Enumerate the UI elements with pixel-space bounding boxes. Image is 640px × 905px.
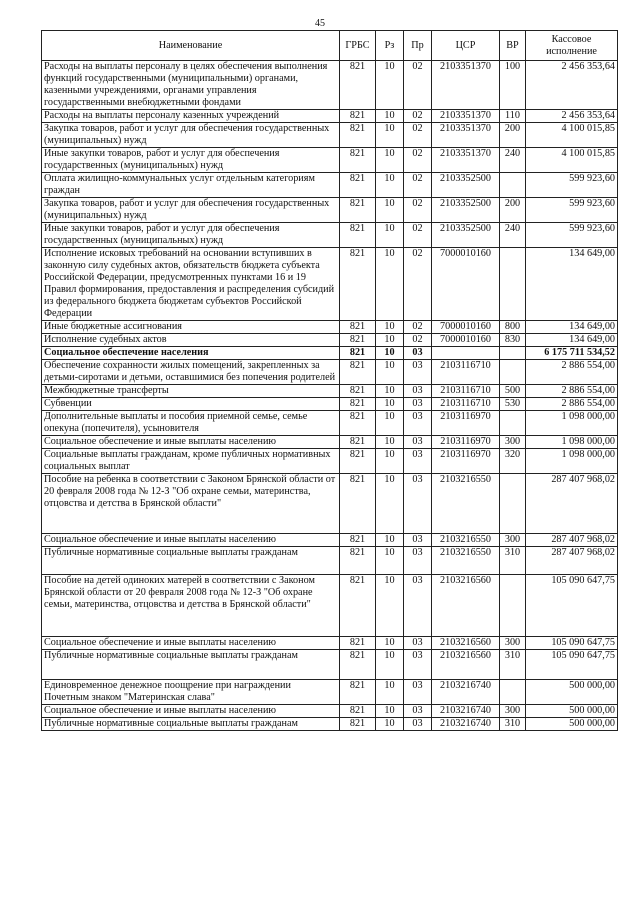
- cell-name: Исполнение судебных актов: [42, 334, 340, 347]
- cell-amount: 500 000,00: [526, 680, 618, 705]
- cell-amount: 1 098 000,00: [526, 449, 618, 474]
- cell-grbs: 821: [340, 385, 376, 398]
- cell-csr: 2103116970: [432, 449, 500, 474]
- cell-name: Дополнительные выплаты и пособия приемной семье, семье опекуна (попечителя), усыновителя: [42, 411, 340, 436]
- cell-csr: 2103216740: [432, 705, 500, 718]
- cell-name: Социальное обеспечение и иные выплаты населению: [42, 534, 340, 547]
- cell-vr: 530: [500, 398, 526, 411]
- cell-pr: 03: [404, 718, 432, 731]
- cell-amount: 105 090 647,75: [526, 650, 618, 680]
- cell-amount: 134 649,00: [526, 321, 618, 334]
- cell-csr: 2103116970: [432, 436, 500, 449]
- cell-csr: 2103116970: [432, 411, 500, 436]
- cell-vr: [500, 248, 526, 321]
- table-row: [42, 705, 618, 718]
- cell-csr: [432, 347, 500, 360]
- cell-grbs: 821: [340, 148, 376, 173]
- table-row: [42, 680, 618, 705]
- cell-name: Публичные нормативные социальные выплаты гражданам: [42, 547, 340, 575]
- cell-pr: 03: [404, 411, 432, 436]
- cell-amount: 287 407 968,02: [526, 534, 618, 547]
- cell-pr: 02: [404, 173, 432, 198]
- cell-vr: [500, 347, 526, 360]
- cell-name: Социальные выплаты гражданам, кроме публичных нормативных социальных выплат: [42, 449, 340, 474]
- cell-csr: 7000010160: [432, 334, 500, 347]
- cell-amount: 105 090 647,75: [526, 637, 618, 650]
- cell-vr: 300: [500, 436, 526, 449]
- table-row: [42, 248, 618, 321]
- table-header-row: [42, 31, 618, 61]
- cell-rz: 10: [376, 110, 404, 123]
- cell-csr: 2103352500: [432, 173, 500, 198]
- cell-pr: 02: [404, 61, 432, 110]
- cell-pr: 02: [404, 248, 432, 321]
- cell-vr: [500, 411, 526, 436]
- cell-csr: 2103216550: [432, 474, 500, 534]
- cell-amount: 2 456 353,64: [526, 110, 618, 123]
- cell-vr: 310: [500, 547, 526, 575]
- cell-grbs: 821: [340, 705, 376, 718]
- table-row: [42, 436, 618, 449]
- cell-name: Социальное обеспечение и иные выплаты населению: [42, 436, 340, 449]
- table-row: [42, 360, 618, 385]
- table-row: [42, 449, 618, 474]
- cell-rz: 10: [376, 680, 404, 705]
- table-row: [42, 347, 618, 360]
- cell-csr: 2103116710: [432, 360, 500, 385]
- cell-pr: 03: [404, 650, 432, 680]
- table-row: [42, 110, 618, 123]
- table-row: [42, 334, 618, 347]
- cell-grbs: 821: [340, 436, 376, 449]
- cell-name: Единовременное денежное поощрение при награждении Почетным знаком "Материнская слава": [42, 680, 340, 705]
- cell-name: Публичные нормативные социальные выплаты гражданам: [42, 650, 340, 680]
- cell-pr: 03: [404, 705, 432, 718]
- cell-csr: 2103352500: [432, 223, 500, 248]
- cell-amount: 4 100 015,85: [526, 148, 618, 173]
- cell-rz: 10: [376, 347, 404, 360]
- cell-vr: [500, 360, 526, 385]
- cell-rz: 10: [376, 650, 404, 680]
- header-pr: Пр: [404, 31, 432, 61]
- cell-grbs: 821: [340, 61, 376, 110]
- cell-grbs: 821: [340, 650, 376, 680]
- cell-csr: 2103216550: [432, 534, 500, 547]
- cell-vr: 300: [500, 705, 526, 718]
- header-rz: Рз: [376, 31, 404, 61]
- cell-rz: 10: [376, 385, 404, 398]
- cell-name: Закупка товаров, работ и услуг для обеспечения государственных (муниципальных) нужд: [42, 198, 340, 223]
- cell-pr: 03: [404, 575, 432, 637]
- cell-name: Расходы на выплаты персоналу казенных учреждений: [42, 110, 340, 123]
- cell-grbs: 821: [340, 360, 376, 385]
- cell-amount: 134 649,00: [526, 334, 618, 347]
- cell-grbs: 821: [340, 321, 376, 334]
- table-row: [42, 198, 618, 223]
- cell-vr: 240: [500, 223, 526, 248]
- cell-rz: 10: [376, 534, 404, 547]
- cell-name: Иные закупки товаров, работ и услуг для обеспечения государственных (муниципальных) нужд: [42, 148, 340, 173]
- header-vr: ВР: [500, 31, 526, 61]
- cell-vr: 310: [500, 650, 526, 680]
- cell-pr: 02: [404, 223, 432, 248]
- cell-pr: 03: [404, 474, 432, 534]
- cell-vr: 500: [500, 385, 526, 398]
- cell-pr: 02: [404, 148, 432, 173]
- cell-csr: 2103216740: [432, 718, 500, 731]
- cell-grbs: 821: [340, 575, 376, 637]
- table-row: [42, 148, 618, 173]
- cell-pr: 03: [404, 360, 432, 385]
- cell-pr: 03: [404, 534, 432, 547]
- cell-rz: 10: [376, 705, 404, 718]
- cell-rz: 10: [376, 61, 404, 110]
- cell-csr: 2103351370: [432, 123, 500, 148]
- cell-rz: 10: [376, 449, 404, 474]
- cell-name: Публичные нормативные социальные выплаты гражданам: [42, 718, 340, 731]
- cell-rz: 10: [376, 637, 404, 650]
- table-body: [42, 61, 618, 731]
- cell-vr: 240: [500, 148, 526, 173]
- cell-pr: 03: [404, 398, 432, 411]
- cell-name: Оплата жилищно-коммунальных услуг отдельным категориям граждан: [42, 173, 340, 198]
- header-csr: ЦСР: [432, 31, 500, 61]
- cell-csr: 2103351370: [432, 148, 500, 173]
- table-row: [42, 123, 618, 148]
- cell-csr: 2103116710: [432, 385, 500, 398]
- cell-rz: 10: [376, 248, 404, 321]
- cell-grbs: 821: [340, 347, 376, 360]
- header-amount: Кассовое исполнение: [526, 31, 618, 61]
- cell-rz: 10: [376, 360, 404, 385]
- table-row: [42, 173, 618, 198]
- cell-vr: [500, 173, 526, 198]
- cell-name: Социальное обеспечение и иные выплаты населению: [42, 705, 340, 718]
- cell-pr: 03: [404, 347, 432, 360]
- cell-rz: 10: [376, 436, 404, 449]
- cell-pr: 02: [404, 110, 432, 123]
- cell-grbs: 821: [340, 398, 376, 411]
- cell-amount: 4 100 015,85: [526, 123, 618, 148]
- cell-rz: 10: [376, 411, 404, 436]
- cell-vr: 830: [500, 334, 526, 347]
- cell-grbs: 821: [340, 680, 376, 705]
- table-row: [42, 637, 618, 650]
- cell-name: Субвенции: [42, 398, 340, 411]
- cell-grbs: 821: [340, 334, 376, 347]
- table-row: [42, 474, 618, 534]
- cell-amount: 2 886 554,00: [526, 360, 618, 385]
- table-row: [42, 385, 618, 398]
- cell-amount: 1 098 000,00: [526, 436, 618, 449]
- cell-csr: 2103351370: [432, 110, 500, 123]
- table-row: [42, 398, 618, 411]
- cell-name: Социальное обеспечение населения: [42, 347, 340, 360]
- cell-pr: 02: [404, 123, 432, 148]
- table-row: [42, 411, 618, 436]
- cell-rz: 10: [376, 123, 404, 148]
- cell-rz: 10: [376, 334, 404, 347]
- cell-name: Исполнение исковых требований на основании вступивших в законную силу судебных актов, обязательств бюджета субъекта Российской Федерации, предусмотренных пунктами 16 и 19 Правил формирования, предоставления и распределения субсидий из федерального бюджета бюджетам субъектов Российской Федерации: [42, 248, 340, 321]
- header-name: Наименование: [42, 31, 340, 61]
- cell-grbs: 821: [340, 547, 376, 575]
- cell-vr: 300: [500, 637, 526, 650]
- cell-vr: 320: [500, 449, 526, 474]
- cell-pr: 03: [404, 449, 432, 474]
- cell-rz: 10: [376, 173, 404, 198]
- cell-name: Обеспечение сохранности жилых помещений, закрепленных за детьми-сиротами и детьми, оставшимися без попечения родителей: [42, 360, 340, 385]
- cell-vr: 300: [500, 534, 526, 547]
- table-row: [42, 61, 618, 110]
- cell-vr: 100: [500, 61, 526, 110]
- cell-name: Пособие на детей одиноких матерей в соответствии с Законом Брянской области от 20 февраля 2008 года № 12-З "Об охране семьи, материнства, отцовства и детства в Брянской области": [42, 575, 340, 637]
- cell-amount: 6 175 711 534,52: [526, 347, 618, 360]
- cell-rz: 10: [376, 148, 404, 173]
- cell-grbs: 821: [340, 110, 376, 123]
- cell-grbs: 821: [340, 474, 376, 534]
- cell-name: Иные бюджетные ассигнования: [42, 321, 340, 334]
- cell-rz: 10: [376, 398, 404, 411]
- cell-vr: [500, 680, 526, 705]
- cell-name: Социальное обеспечение и иные выплаты населению: [42, 637, 340, 650]
- cell-rz: 10: [376, 575, 404, 637]
- cell-pr: 03: [404, 680, 432, 705]
- table-row: [42, 718, 618, 731]
- cell-vr: 110: [500, 110, 526, 123]
- cell-rz: 10: [376, 321, 404, 334]
- cell-grbs: 821: [340, 534, 376, 547]
- table-row: [42, 223, 618, 248]
- cell-amount: 287 407 968,02: [526, 474, 618, 534]
- cell-grbs: 821: [340, 198, 376, 223]
- cell-csr: 2103116710: [432, 398, 500, 411]
- page-number: 45: [315, 18, 325, 29]
- table-row: [42, 547, 618, 575]
- cell-csr: 2103352500: [432, 198, 500, 223]
- cell-amount: 599 923,60: [526, 223, 618, 248]
- cell-vr: [500, 474, 526, 534]
- cell-grbs: 821: [340, 718, 376, 731]
- cell-name: Пособие на ребенка в соответствии с Законом Брянской области от 20 февраля 2008 года № 12-З "Об охране семьи, материнства, отцовства и детства в Брянской области": [42, 474, 340, 534]
- cell-grbs: 821: [340, 449, 376, 474]
- cell-rz: 10: [376, 718, 404, 731]
- table-row: [42, 575, 618, 637]
- cell-csr: 2103216560: [432, 575, 500, 637]
- cell-rz: 10: [376, 198, 404, 223]
- cell-grbs: 821: [340, 223, 376, 248]
- cell-pr: 02: [404, 321, 432, 334]
- cell-pr: 03: [404, 385, 432, 398]
- cell-grbs: 821: [340, 173, 376, 198]
- cell-csr: 2103351370: [432, 61, 500, 110]
- cell-pr: 03: [404, 436, 432, 449]
- cell-amount: 599 923,60: [526, 173, 618, 198]
- cell-amount: 500 000,00: [526, 718, 618, 731]
- cell-amount: 287 407 968,02: [526, 547, 618, 575]
- budget-execution-table: [41, 30, 618, 731]
- cell-rz: 10: [376, 474, 404, 534]
- cell-amount: 134 649,00: [526, 248, 618, 321]
- cell-csr: 2103216560: [432, 637, 500, 650]
- cell-vr: 310: [500, 718, 526, 731]
- cell-csr: 2103216550: [432, 547, 500, 575]
- cell-vr: 800: [500, 321, 526, 334]
- cell-grbs: 821: [340, 123, 376, 148]
- table-row: [42, 534, 618, 547]
- table-row: [42, 650, 618, 680]
- cell-amount: 2 456 353,64: [526, 61, 618, 110]
- cell-pr: 02: [404, 334, 432, 347]
- cell-vr: 200: [500, 198, 526, 223]
- cell-csr: 2103216740: [432, 680, 500, 705]
- cell-grbs: 821: [340, 637, 376, 650]
- cell-amount: 2 886 554,00: [526, 398, 618, 411]
- cell-grbs: 821: [340, 248, 376, 321]
- cell-amount: 599 923,60: [526, 198, 618, 223]
- cell-vr: 200: [500, 123, 526, 148]
- cell-pr: 03: [404, 637, 432, 650]
- cell-amount: 1 098 000,00: [526, 411, 618, 436]
- cell-csr: 7000010160: [432, 321, 500, 334]
- cell-amount: 2 886 554,00: [526, 385, 618, 398]
- cell-grbs: 821: [340, 411, 376, 436]
- cell-csr: 2103216560: [432, 650, 500, 680]
- cell-pr: 03: [404, 547, 432, 575]
- cell-rz: 10: [376, 547, 404, 575]
- cell-name: Закупка товаров, работ и услуг для обеспечения государственных (муниципальных) нужд: [42, 123, 340, 148]
- cell-pr: 02: [404, 198, 432, 223]
- table-row: [42, 321, 618, 334]
- cell-name: Иные закупки товаров, работ и услуг для обеспечения государственных (муниципальных) нужд: [42, 223, 340, 248]
- cell-rz: 10: [376, 223, 404, 248]
- cell-name: Расходы на выплаты персоналу в целях обеспечения выполнения функций государственными (муниципальными) органами, казенными учреждениями, органами управления государственными внебюджетными фондами: [42, 61, 340, 110]
- cell-amount: 105 090 647,75: [526, 575, 618, 637]
- cell-amount: 500 000,00: [526, 705, 618, 718]
- cell-name: Межбюджетные трансферты: [42, 385, 340, 398]
- cell-csr: 7000010160: [432, 248, 500, 321]
- cell-vr: [500, 575, 526, 637]
- header-grbs: ГРБС: [340, 31, 376, 61]
